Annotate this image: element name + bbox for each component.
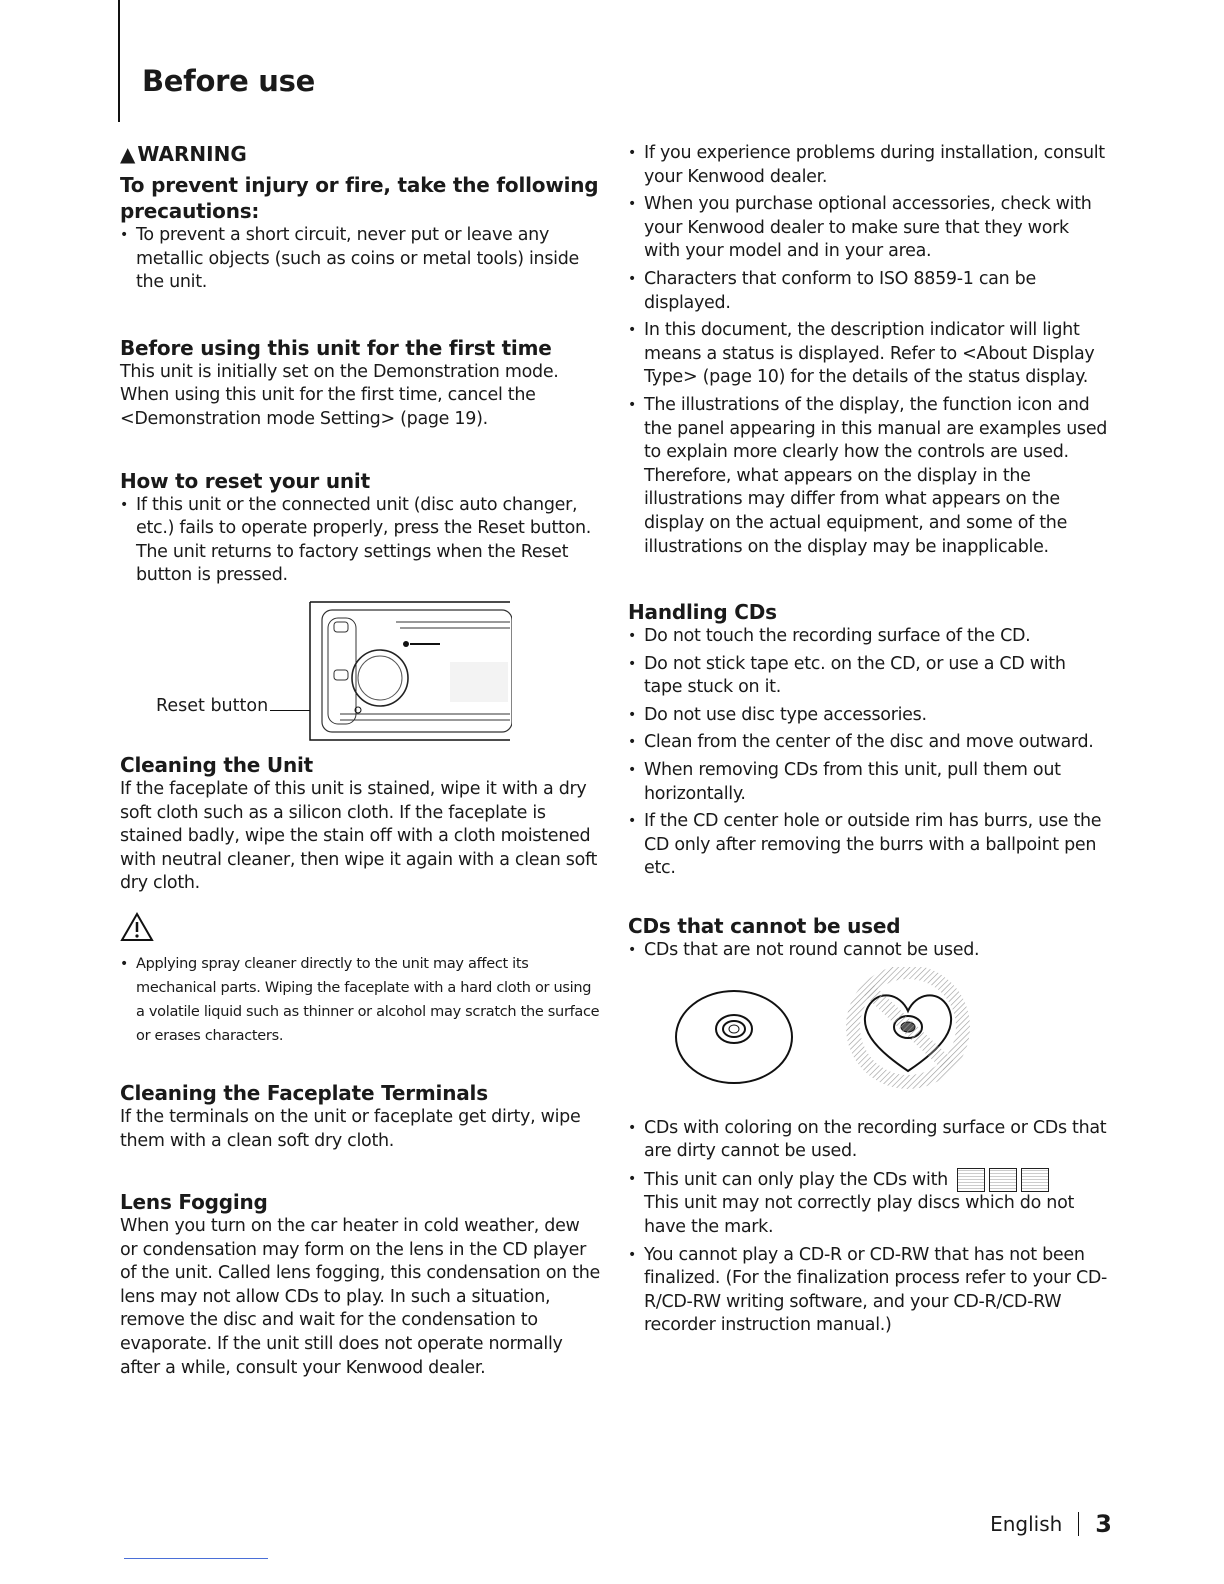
general-notes-list [628, 142, 1108, 559]
reset-button-figure [120, 592, 600, 752]
warning-list [120, 224, 600, 295]
list-item: • CDs with coloring on the recording surface or CDs that are dirty cannot be used. [628, 1117, 1108, 1164]
list-item: • If the CD center hole or outside rim has burrs, use the CD only after removing the burrs with a ballpoint pen etc. [628, 810, 1108, 881]
cd-shape-illustration [672, 967, 992, 1103]
warning-precautions-heading: To prevent injury or fire, take the following precautions: [120, 173, 599, 223]
lens-fogging-heading: Lens Fogging [120, 1190, 268, 1215]
page-number: 3 [1095, 1510, 1112, 1538]
warning-label: WARNING [137, 142, 247, 166]
left-column [120, 142, 600, 1380]
page-footer [990, 1510, 1112, 1538]
right-column [628, 142, 1108, 1342]
page-title: Before use [142, 64, 315, 98]
handling-cds-list [628, 625, 1108, 881]
compact-disc-recordable-logo-icon [989, 1168, 1017, 1192]
disc-logos [957, 1168, 1049, 1192]
cannot-use-list-b [628, 1117, 1108, 1338]
list-item: • In this document, the description indicator will light means a status is displayed. Refer to <About Display Type> (page 10) for the details of the status display. [628, 319, 1108, 390]
disc-logo-lead: This unit can only play the CDs with [644, 1169, 948, 1190]
list-item: • If this unit or the connected unit (disc auto changer, etc.) fails to operate properly, press the Reset button. The unit returns to factory settings when the Reset button is pressed. [120, 494, 600, 588]
list-item: • Do not stick tape etc. on the CD, or use a CD with tape stuck on it. [628, 653, 1108, 700]
handling-cds-heading: Handling CDs [628, 600, 777, 625]
caution-triangle-icon [120, 912, 154, 942]
list-item: • When you purchase optional accessories, check with your Kenwood dealer to make sure that they work with your model and in your area. [628, 193, 1108, 264]
bottom-link-line [124, 1558, 268, 1559]
compact-disc-rewritable-logo-icon [1021, 1168, 1049, 1192]
disc-logo-tail: This unit may not correctly play discs which do not have the mark. [644, 1193, 1075, 1237]
list-item: • If you experience problems during installation, consult your Kenwood dealer. [628, 142, 1108, 189]
list-item: • Applying spray cleaner directly to the unit may affect its mechanical parts. Wiping the faceplate with a hard cloth or using a volatile liquid such as thinner or alcohol may scratch the surface or erases characters. [120, 952, 600, 1048]
car-stereo-illustration [300, 592, 512, 742]
cleaning-unit-body: If the faceplate of this unit is stained, wipe it with a dry soft cloth such as a silicon cloth. If the faceplate is stained badly, wipe the stain off with a cloth moistened with neutral cleaner, then wipe it again with a clean soft dry cloth. [120, 778, 598, 894]
warning-triangle-icon: ▲ [120, 142, 136, 166]
caution-list [120, 952, 600, 1048]
reset-heading: How to reset your unit [120, 468, 370, 493]
cleaning-terminals-heading: Cleaning the Faceplate Terminals [120, 1080, 488, 1105]
footer-separator [1078, 1512, 1079, 1536]
list-item: • You cannot play a CD-R or CD-RW that has not been finalized. (For the finalization process refer to your CD-R/CD-RW writing software, and your CD-R/CD-RW recorder instruction manual.) [628, 1244, 1108, 1338]
list-item: • Do not use disc type accessories. [628, 704, 1108, 728]
cleaning-unit-heading: Cleaning the Unit [120, 752, 314, 777]
compact-disc-logo-icon [957, 1168, 985, 1192]
reset-list [120, 494, 600, 588]
first-time-heading: Before using this unit for the first time [120, 335, 552, 360]
cleaning-terminals-body: If the terminals on the unit or faceplate get dirty, wipe them with a clean soft dry cloth. [120, 1106, 581, 1151]
list-item: • CDs that are not round cannot be used. [628, 939, 1108, 963]
list-item: • To prevent a short circuit, never put or leave any metallic objects (such as coins or metal tools) inside the unit. [120, 224, 600, 295]
first-time-body: This unit is initially set on the Demonstration mode. When using this unit for the first time, cancel the <Demonstration mode Setting> (page 19). [120, 361, 559, 429]
cannot-use-list-a [628, 939, 1108, 963]
list-item-disc-logo [628, 1168, 1108, 1240]
cannot-use-heading: CDs that cannot be used [628, 914, 901, 939]
warning-heading [120, 142, 600, 166]
list-item: • Characters that conform to ISO 8859-1 can be displayed. [628, 268, 1108, 315]
list-item: • Do not touch the recording surface of the CD. [628, 625, 1108, 649]
cd-shapes-figure [628, 967, 1108, 1107]
list-item: • The illustrations of the display, the function icon and the panel appearing in this manual are examples used to explain more clearly how the controls are used. Therefore, what appears on the display in the illustrations may differ from what appears on the display on the actual equipment, and some of the illustrations on the display may be inapplicable. [628, 394, 1108, 559]
lens-fogging-body: When you turn on the car heater in cold weather, dew or condensation may form on the lens in the CD player of the unit. Called lens fogging, this condensation on the lens may not allow CDs to play. In such a situation, remove the disc and wait for the condensation to evaporate. If the unit still does not operate normally after a while, consult your Kenwood dealer. [120, 1216, 601, 1378]
footer-language: English [990, 1512, 1063, 1536]
header-rule [118, 0, 120, 122]
reset-button-label: Reset button [156, 695, 269, 716]
list-item: • Clean from the center of the disc and move outward. [628, 731, 1108, 755]
list-item: • When removing CDs from this unit, pull them out horizontally. [628, 759, 1108, 806]
